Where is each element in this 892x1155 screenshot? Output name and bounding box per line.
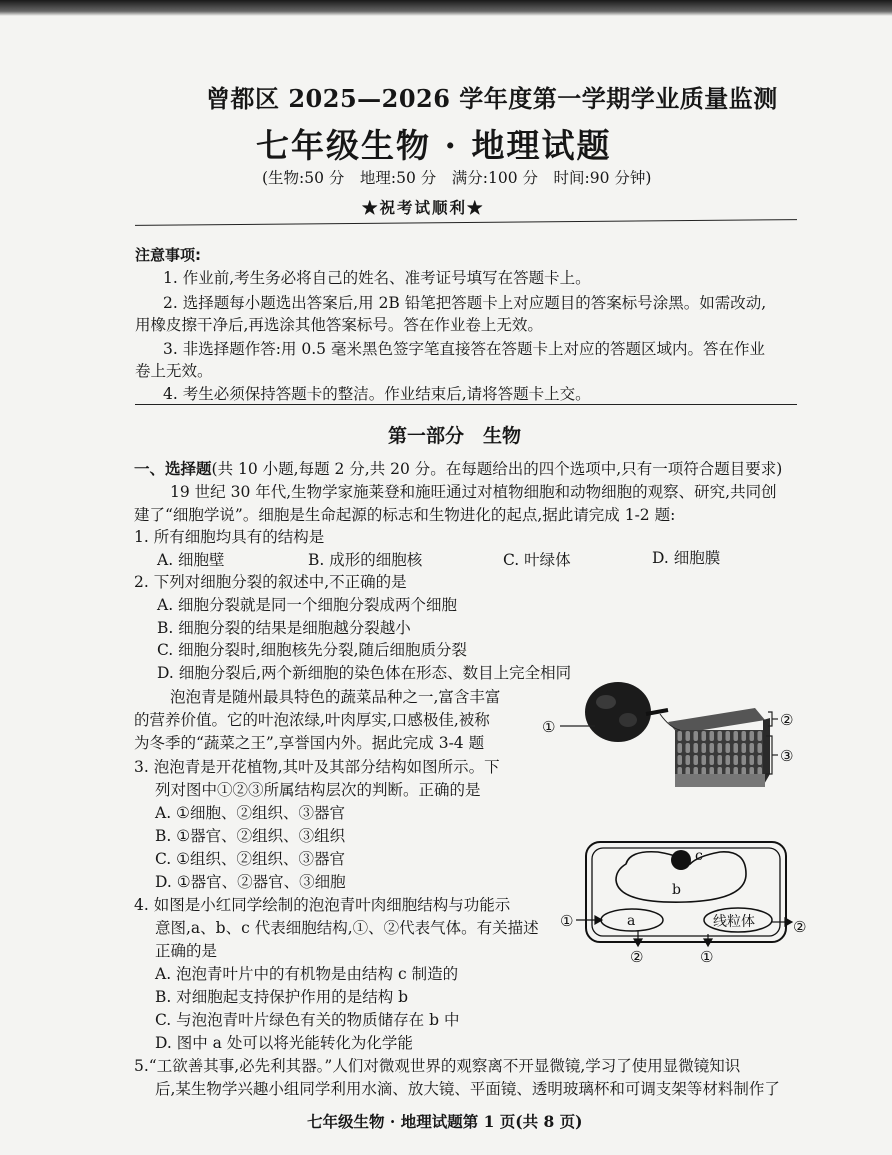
q4-option-b: B. 对细胞起支持保护作用的是结构 b (155, 988, 409, 1006)
choice-description: (共 10 小题,每题 2 分,共 20 分。在每题给出的四个选项中,只有一项符合题目要求) (211, 460, 783, 478)
q1-option-d: D. 细胞膜 (652, 549, 721, 567)
q2-option-d: D. 细胞分裂后,两个新细胞的染色体在形态、数目上完全相同 (157, 664, 572, 682)
q1-option-a: A. 细胞壁 (157, 551, 225, 569)
label-gas-out-right: ② (793, 918, 807, 936)
q4-option-d: D. 图中 a 处可以将光能转化为化学能 (155, 1034, 413, 1052)
q4-option-c: C. 与泡泡青叶片绿色有关的物质储存在 b 中 (155, 1011, 460, 1029)
label-1: ① (542, 718, 556, 736)
question-1-stem: 1. 所有细胞均具有的结构是 (134, 528, 325, 546)
q3-option-c: C. ①组织、②组织、③器官 (155, 850, 346, 868)
question-4-stem-1: 4. 如图是小红同学绘制的泡泡青叶肉细胞结构与功能示 (134, 896, 511, 914)
label-gas-out-mito: ① (700, 948, 714, 966)
q2-option-a: A. 细胞分裂就是同一个细胞分裂成两个细胞 (157, 596, 458, 614)
intro-1-line-1: 19 世纪 30 年代,生物学家施莱登和施旺通过对植物细胞和动物细胞的观察、研究,共同创 (170, 483, 777, 501)
figure-cell-diagram (560, 838, 810, 973)
notice-heading: 注意事项: (135, 246, 201, 264)
q2-option-b: B. 细胞分裂的结果是细胞越分裂越小 (157, 619, 411, 637)
intro-1-line-2: 建了“细胞学说”。细胞是生命起源的标志和生物进化的起点,据此请完成 1-2 题: (134, 506, 676, 524)
notice-item-3-cont: 卷上无效。 (135, 362, 213, 380)
figure-leaf-structure (540, 670, 810, 805)
section-title: 第一部分 生物 (388, 425, 522, 447)
question-5-line-2: 后,某生物学兴趣小组同学利用水滴、放大镜、平面镜、透明玻璃杯和可调支架等材料制作了 (155, 1080, 780, 1098)
question-3-stem-2: 列对图中①②③所属结构层次的判断。正确的是 (155, 781, 481, 799)
exam-wish: ★祝考试顺利★ (362, 198, 485, 217)
exam-header-line: 曾都区 2025—2026 学年度第一学期学业质量监测 (206, 84, 778, 113)
leaf-image (585, 682, 668, 742)
leaf-cross-section (660, 708, 770, 787)
label-a: a (627, 913, 636, 929)
question-5-line-1: 5.“工欲善其事,必先利其器。”人们对微观世界的观察离不开显微镜,学习了使用显微镜知识 (134, 1057, 741, 1075)
intro-2-line-3: 为冬季的“蔬菜之王”,享誉国内外。据此完成 3-4 题 (134, 734, 485, 752)
divider-top (135, 219, 797, 226)
choice-instructions (134, 457, 782, 479)
choice-heading: 一、选择题 (134, 460, 212, 478)
notice-item-2-cont: 用橡皮擦干净后,再选涂其他答案标号。答在作业卷上无效。 (135, 316, 543, 334)
q1-option-b: B. 成形的细胞核 (308, 551, 423, 569)
nucleus-c (671, 850, 691, 870)
intro-2-line-1: 泡泡青是随州最具特色的蔬菜品种之一,富含丰富 (170, 688, 501, 706)
notice-item-4: 4. 考生必须保持答题卡的整洁。作业结束后,请将答题卡上交。 (163, 385, 591, 403)
q3-option-a: A. ①细胞、②组织、③器官 (155, 804, 345, 822)
label-b: b (672, 882, 681, 898)
label-gas-out-a: ② (630, 948, 644, 966)
q3-option-b: B. ①器官、②组织、③组织 (155, 827, 346, 845)
label-2: ② (780, 711, 794, 729)
label-gas-in-left: ① (560, 912, 574, 930)
q1-option-c: C. 叶绿体 (503, 551, 571, 569)
notice-item-3: 3. 非选择题作答:用 0.5 毫米黑色签字笔直接答在答题卡上对应的答题区域内。答在作业 (163, 340, 765, 358)
question-2-stem: 2. 下列对细胞分裂的叙述中,不正确的是 (134, 573, 407, 591)
exam-scores: (生物:50 分 地理:50 分 满分:100 分 时间:90 分钟) (262, 169, 652, 187)
scan-shadow (0, 0, 892, 16)
exam-title: 七年级生物 · 地理试题 (256, 126, 612, 165)
label-mitochondria: 线粒体 (713, 914, 755, 930)
question-3-stem-1: 3. 泡泡青是开花植物,其叶及其部分结构如图所示。下 (134, 758, 500, 776)
label-3: ③ (780, 747, 794, 765)
notice-item-1: 1. 作业前,考生务必将自己的姓名、准考证号填写在答题卡上。 (163, 269, 591, 287)
divider-bottom (135, 404, 797, 405)
label-c: c (695, 848, 703, 864)
q3-option-d: D. ①器官、②器官、③细胞 (155, 873, 346, 891)
q4-option-a: A. 泡泡青叶片中的有机物是由结构 c 制造的 (155, 965, 459, 983)
question-4-stem-2: 意图,a、b、c 代表细胞结构,①、②代表气体。有关描述 (155, 919, 539, 937)
question-4-stem-3: 正确的是 (155, 942, 218, 960)
page-footer: 七年级生物 · 地理试题第 1 页(共 8 页) (307, 1112, 583, 1131)
q2-option-c: C. 细胞分裂时,细胞核先分裂,随后细胞质分裂 (157, 641, 468, 659)
intro-2-line-2: 的营养价值。它的叶泡浓绿,叶肉厚实,口感极佳,被称 (134, 711, 490, 729)
notice-item-2: 2. 选择题每小题选出答案后,用 2B 铅笔把答题卡上对应题目的答案标号涂黑。如需改动, (163, 294, 767, 312)
